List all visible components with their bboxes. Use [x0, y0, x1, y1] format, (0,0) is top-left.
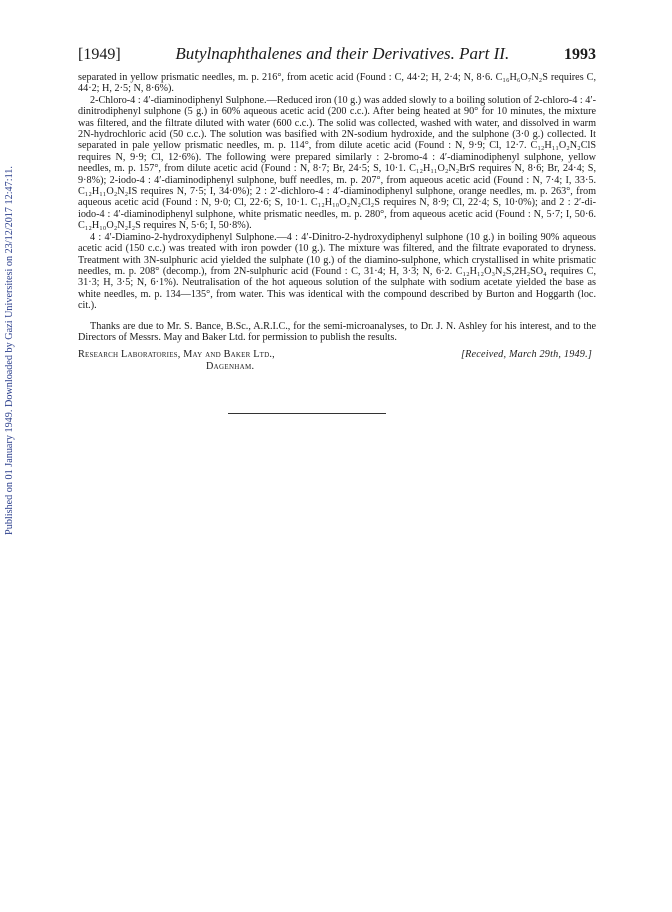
- year: [1949]: [78, 46, 121, 63]
- article-body: [78, 72, 596, 372]
- address-line-1: Research Laboratories, May and Baker Ltd.,: [78, 349, 275, 361]
- running-title: Butylnaphthalenes and their Derivatives. Part II.: [175, 44, 510, 63]
- paragraph-continuation: separated in yellow prismatic needles, m. p. 216°, from acetic acid (Found : C, 44·2; H, 2·4; N, 8·6. C₁₆H₆O₇N₂S requires C, 44·2; H, 2·5; N, 8·6%).: [78, 72, 596, 95]
- end-rule: [228, 413, 386, 414]
- address-line-2: Dagenham.: [206, 360, 255, 372]
- download-note: Published on 01 January 1949. Downloaded by Gazi Universitesi on 23/12/2017 12:47:11.: [3, 165, 15, 535]
- page-header: [78, 44, 596, 64]
- page-number: 1993: [563, 46, 596, 63]
- paragraph-hydroxy-sulphone: 4 : 4′-Diamino-2-hydroxydiphenyl Sulphone.—4 : 4′-Dinitro-2-hydroxydiphenyl sulphone (10 g.) in boiling 90% aqueous acetic acid (150 c.c.) was treated with iron powder (10 g.). The mixture was filtered, and the filtrate evaporated to dryness. Treatment with 3N-sulphuric acid yielded the sulphate (10 g.) of the diamino-sulphone, which crystallised in white prismatic needles, m. p. 208° (decomp.), from 2N-sulphuric acid (Found : C, 31·4; H, 3·3; N, 6·2. C₁₂H₁₂O₃N₂S,2H₂SO₄ requires C, 31·3; H, 3·5; N, 6·1%). Neutralisation of the hot aqueous solution of the sulphate with sodium acetate yielded the base as white needles, m. p. 134—135°, from water. This was identical with the compound described by Burton and Hoggarth (loc. cit.).: [78, 231, 596, 312]
- download-watermark: [2, 155, 16, 545]
- acknowledgement: Thanks are due to Mr. S. Bance, B.Sc., A.R.I.C., for the semi-microanalyses, to Dr. J. N. Ashley for his interest, and to the Directors of Messrs. May and Baker Ltd. for permission to publish the results.: [78, 320, 596, 343]
- received-date: [Received, March 29th, 1949.]: [460, 349, 592, 361]
- address-block: [78, 349, 596, 360]
- paragraph-chloro-sulphone: 2-Chloro-4 : 4′-diaminodiphenyl Sulphone.—Reduced iron (10 g.) was added slowly to a boiling solution of 2-chloro-4 : 4′-dinitrodiphenyl sulphone (5 g.) in 60% aqueous acetic acid (200 c.c.). After being heated at 90° for 10 minutes, the mixture was filtered, and the filtrate diluted with water (600 c.c.). The solid was collected, washed with water, and dissolved in warm 2N-hydrochloric acid (50 c.c.). The solution was basified with 2N-sodium hydroxide, and the sulphone (3·0 g.) collected. It separated in pale yellow prismatic needles, m. p. 114°, from dilute acetic acid (Found : N, 9·9; Cl, 12·7. C₁₂H₁₁O₂N₂ClS requires N, 9·9; Cl, 12·6%). The following were prepared similarly : 2-bromo-4 : 4′-diaminodiphenyl sulphone, yellow needles, m. p. 157°, from dilute acetic acid (Found : N, 8·7; Br, 24·5; S, 10·1. C₁₂H₁₁O₂N₂BrS requires N, 8·6; Br, 24·4; S, 9·8%); 2-iodo-4 : 4′-diaminodiphenyl sulphone, buff needles, m. p. 207°, from aqueous acetic acid (Found : N, 7·4; I, 33·5. C₁₂H₁₁O₂N₂IS requires N, 7·5; I, 34·0%); 2 : 2′-dichloro-4 : 4′-diaminodiphenyl sulphone, orange needles, m. p. 263°, from aqueous acetic acid (Found : N, 9·0; Cl, 22·6; S, 10·1. C₁₂H₁₀O₂N₂Cl₂S requires N, 8·9; Cl, 22·4; S, 10·0%); and 2 : 2′-di-iodo-4 : 4′-diaminodiphenyl sulphone, white prismatic needles, m. p. 280°, from aqueous acetic acid (Found : N, 5·7; I, 50·6. C₁₂H₁₀O₂N₂I₂S requires N, 5·6; I, 50·8%).: [78, 94, 596, 232]
